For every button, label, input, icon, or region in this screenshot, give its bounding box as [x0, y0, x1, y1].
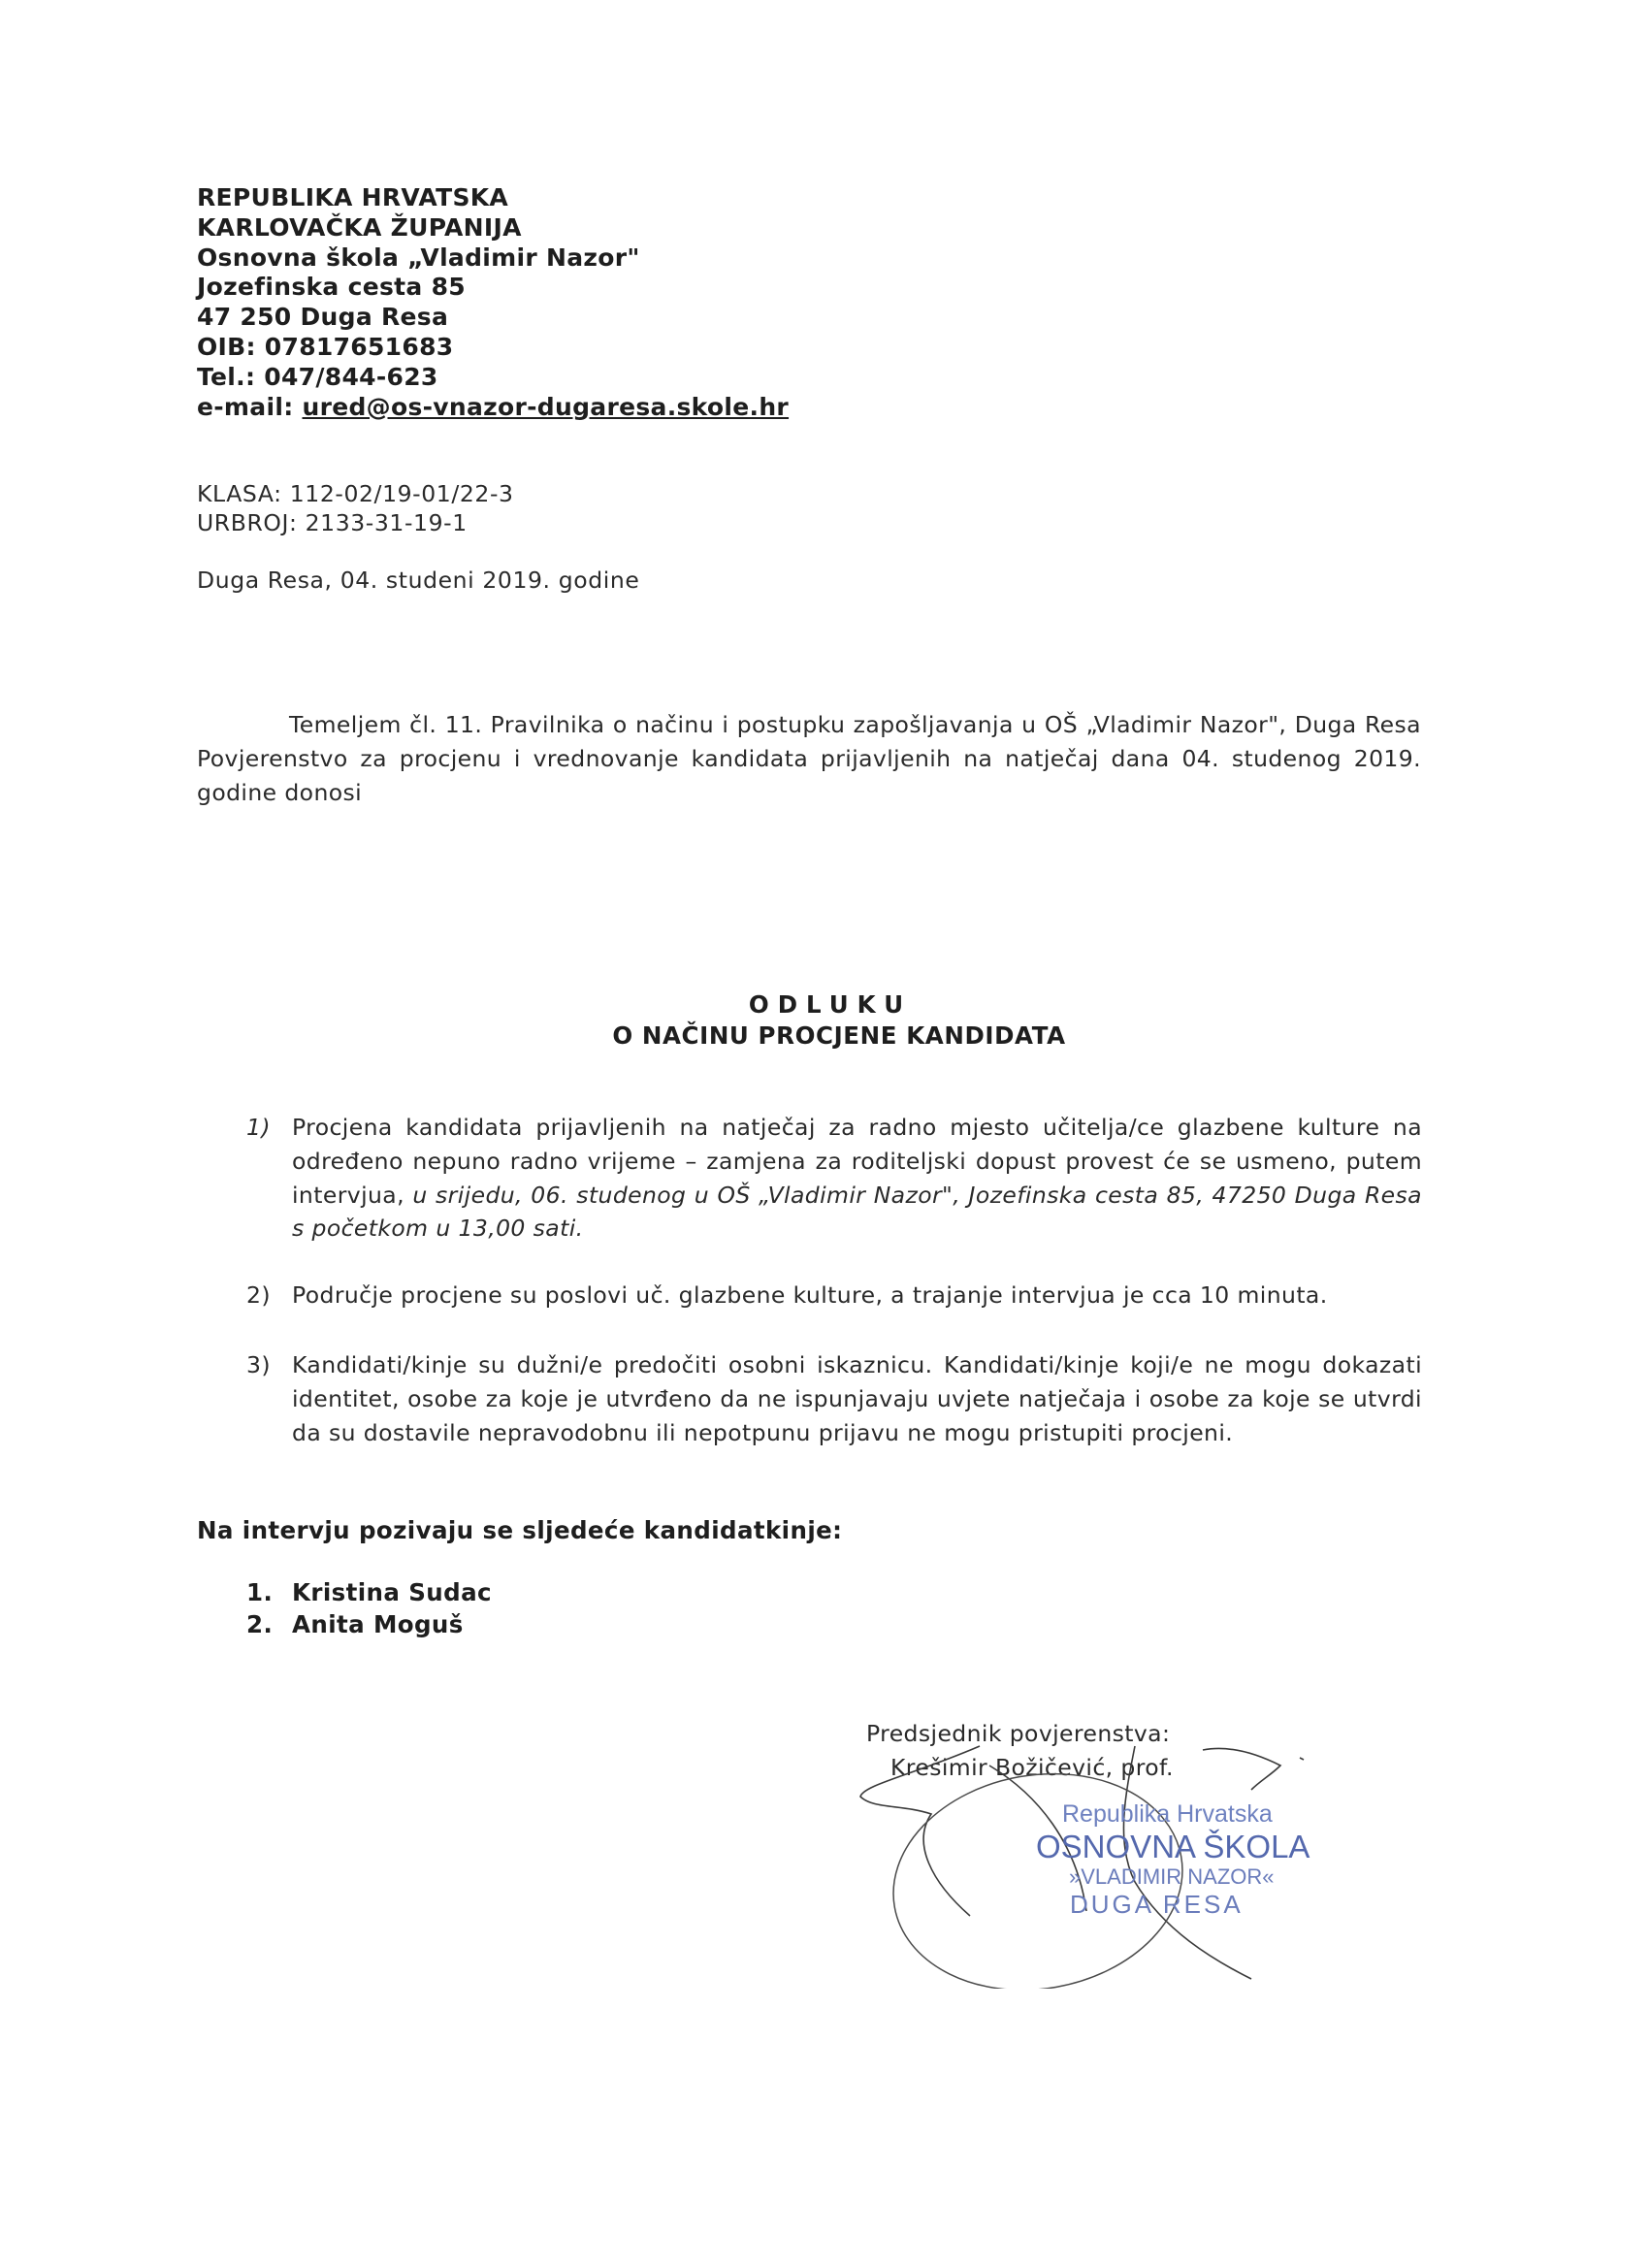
item-text: Područje procjene su poslovi uč. glazbene kulture, a trajanje intervjua je cca 10 minuta.: [292, 1281, 1328, 1309]
letterhead-line: Tel.: 047/844-623: [197, 362, 438, 391]
candidate-number: 1.: [246, 1578, 274, 1606]
klasa: KLASA: 112-02/19-01/22-3: [197, 480, 514, 507]
list-item: [246, 1111, 1422, 1246]
candidate-name: Kristina Sudac: [292, 1578, 492, 1606]
stamp-line-1: Republika Hrvatska: [1062, 1800, 1273, 1828]
item-text: Kandidati/kinje su dužni/e predočiti osobni iskaznicu. Kandidati/kinje koji/e ne mogu dokazati identitet, osobe za koje je utvrđeno da ne ispunjavaju uvjete natječaja i osobe za koje se utvrdi da su dostavile nepravodobnu ili nepotpunu prijavu ne mogu pristupiti procjeni.: [292, 1351, 1422, 1446]
item-number: 2): [246, 1281, 271, 1309]
item-text-italic: u srijedu, 06. studenog u OŠ „Vladimir Nazor", Jozefinska cesta 85, 47250 Duga Resa s početkom u 13,00 sati.: [292, 1181, 1422, 1243]
reference-block: [197, 479, 514, 537]
letterhead-line: Osnovna škola „Vladimir Nazor": [197, 243, 640, 272]
stamp-line-3: »VLADIMIR NAZOR«: [1069, 1864, 1275, 1889]
candidate-name: Anita Moguš: [292, 1610, 464, 1638]
list-item: [246, 1348, 1422, 1449]
letterhead: [197, 183, 789, 422]
decision-title: ODLUKU: [748, 990, 913, 1019]
letterhead-line: REPUBLIKA HRVATSKA: [197, 183, 509, 211]
signature-role: Predsjednik povjerenstva:: [866, 1720, 1171, 1747]
letterhead-line: OIB: 07817651683: [197, 332, 454, 361]
item-number: 1): [246, 1114, 271, 1141]
email-label: e-mail:: [197, 392, 303, 421]
letterhead-line: KARLOVAČKA ŽUPANIJA: [197, 212, 522, 242]
school-stamp: [844, 1736, 1348, 1989]
invite-heading: Na intervju pozivaju se sljedeće kandidatkinje:: [197, 1516, 843, 1544]
stamp-line-4: DUGA RESA: [1070, 1890, 1244, 1919]
email-link[interactable]: ured@os-vnazor-dugaresa.skole.hr: [302, 392, 790, 421]
candidate-number: 2.: [246, 1610, 274, 1638]
item-number: 3): [246, 1351, 271, 1378]
item-text: [292, 1111, 1422, 1246]
item-text-plain: Procjena kandidata prijavljenih na natječaj za radno mjesto učitelja/ce glazbene kulture na određeno nepuno radno vrijeme – zamjena za roditeljski dopust provest će se usmeno, putem intervjua,: [292, 1114, 1422, 1209]
candidate-item: [246, 1610, 464, 1638]
letterhead-line: Jozefinska cesta 85: [197, 273, 466, 302]
signature-name: Krešimir Božičević, prof.: [890, 1754, 1174, 1781]
candidate-item: [246, 1578, 492, 1606]
document-date: Duga Resa, 04. studeni 2019. godine: [197, 567, 640, 594]
stamp-text: [1036, 1800, 1310, 1919]
decision-subtitle: O NAČINU PROCJENE KANDIDATA: [612, 1021, 1066, 1050]
urbroj: URBROJ: 2133-31-19-1: [197, 509, 468, 536]
intro-paragraph: Temeljem čl. 11. Pravilnika o načinu i postupku zapošljavanja u OŠ „Vladimir Nazor", Duga Resa Povjerenstvo za procjenu i vrednovanje kandidata prijavljenih na natječaj dana 04. studenog 2019. godine donosi: [197, 711, 1421, 806]
letterhead-line: 47 250 Duga Resa: [197, 303, 449, 332]
stamp-line-2: OSNOVNA ŠKOLA: [1036, 1829, 1310, 1864]
email-line: [197, 393, 789, 423]
list-item: [246, 1279, 1422, 1312]
